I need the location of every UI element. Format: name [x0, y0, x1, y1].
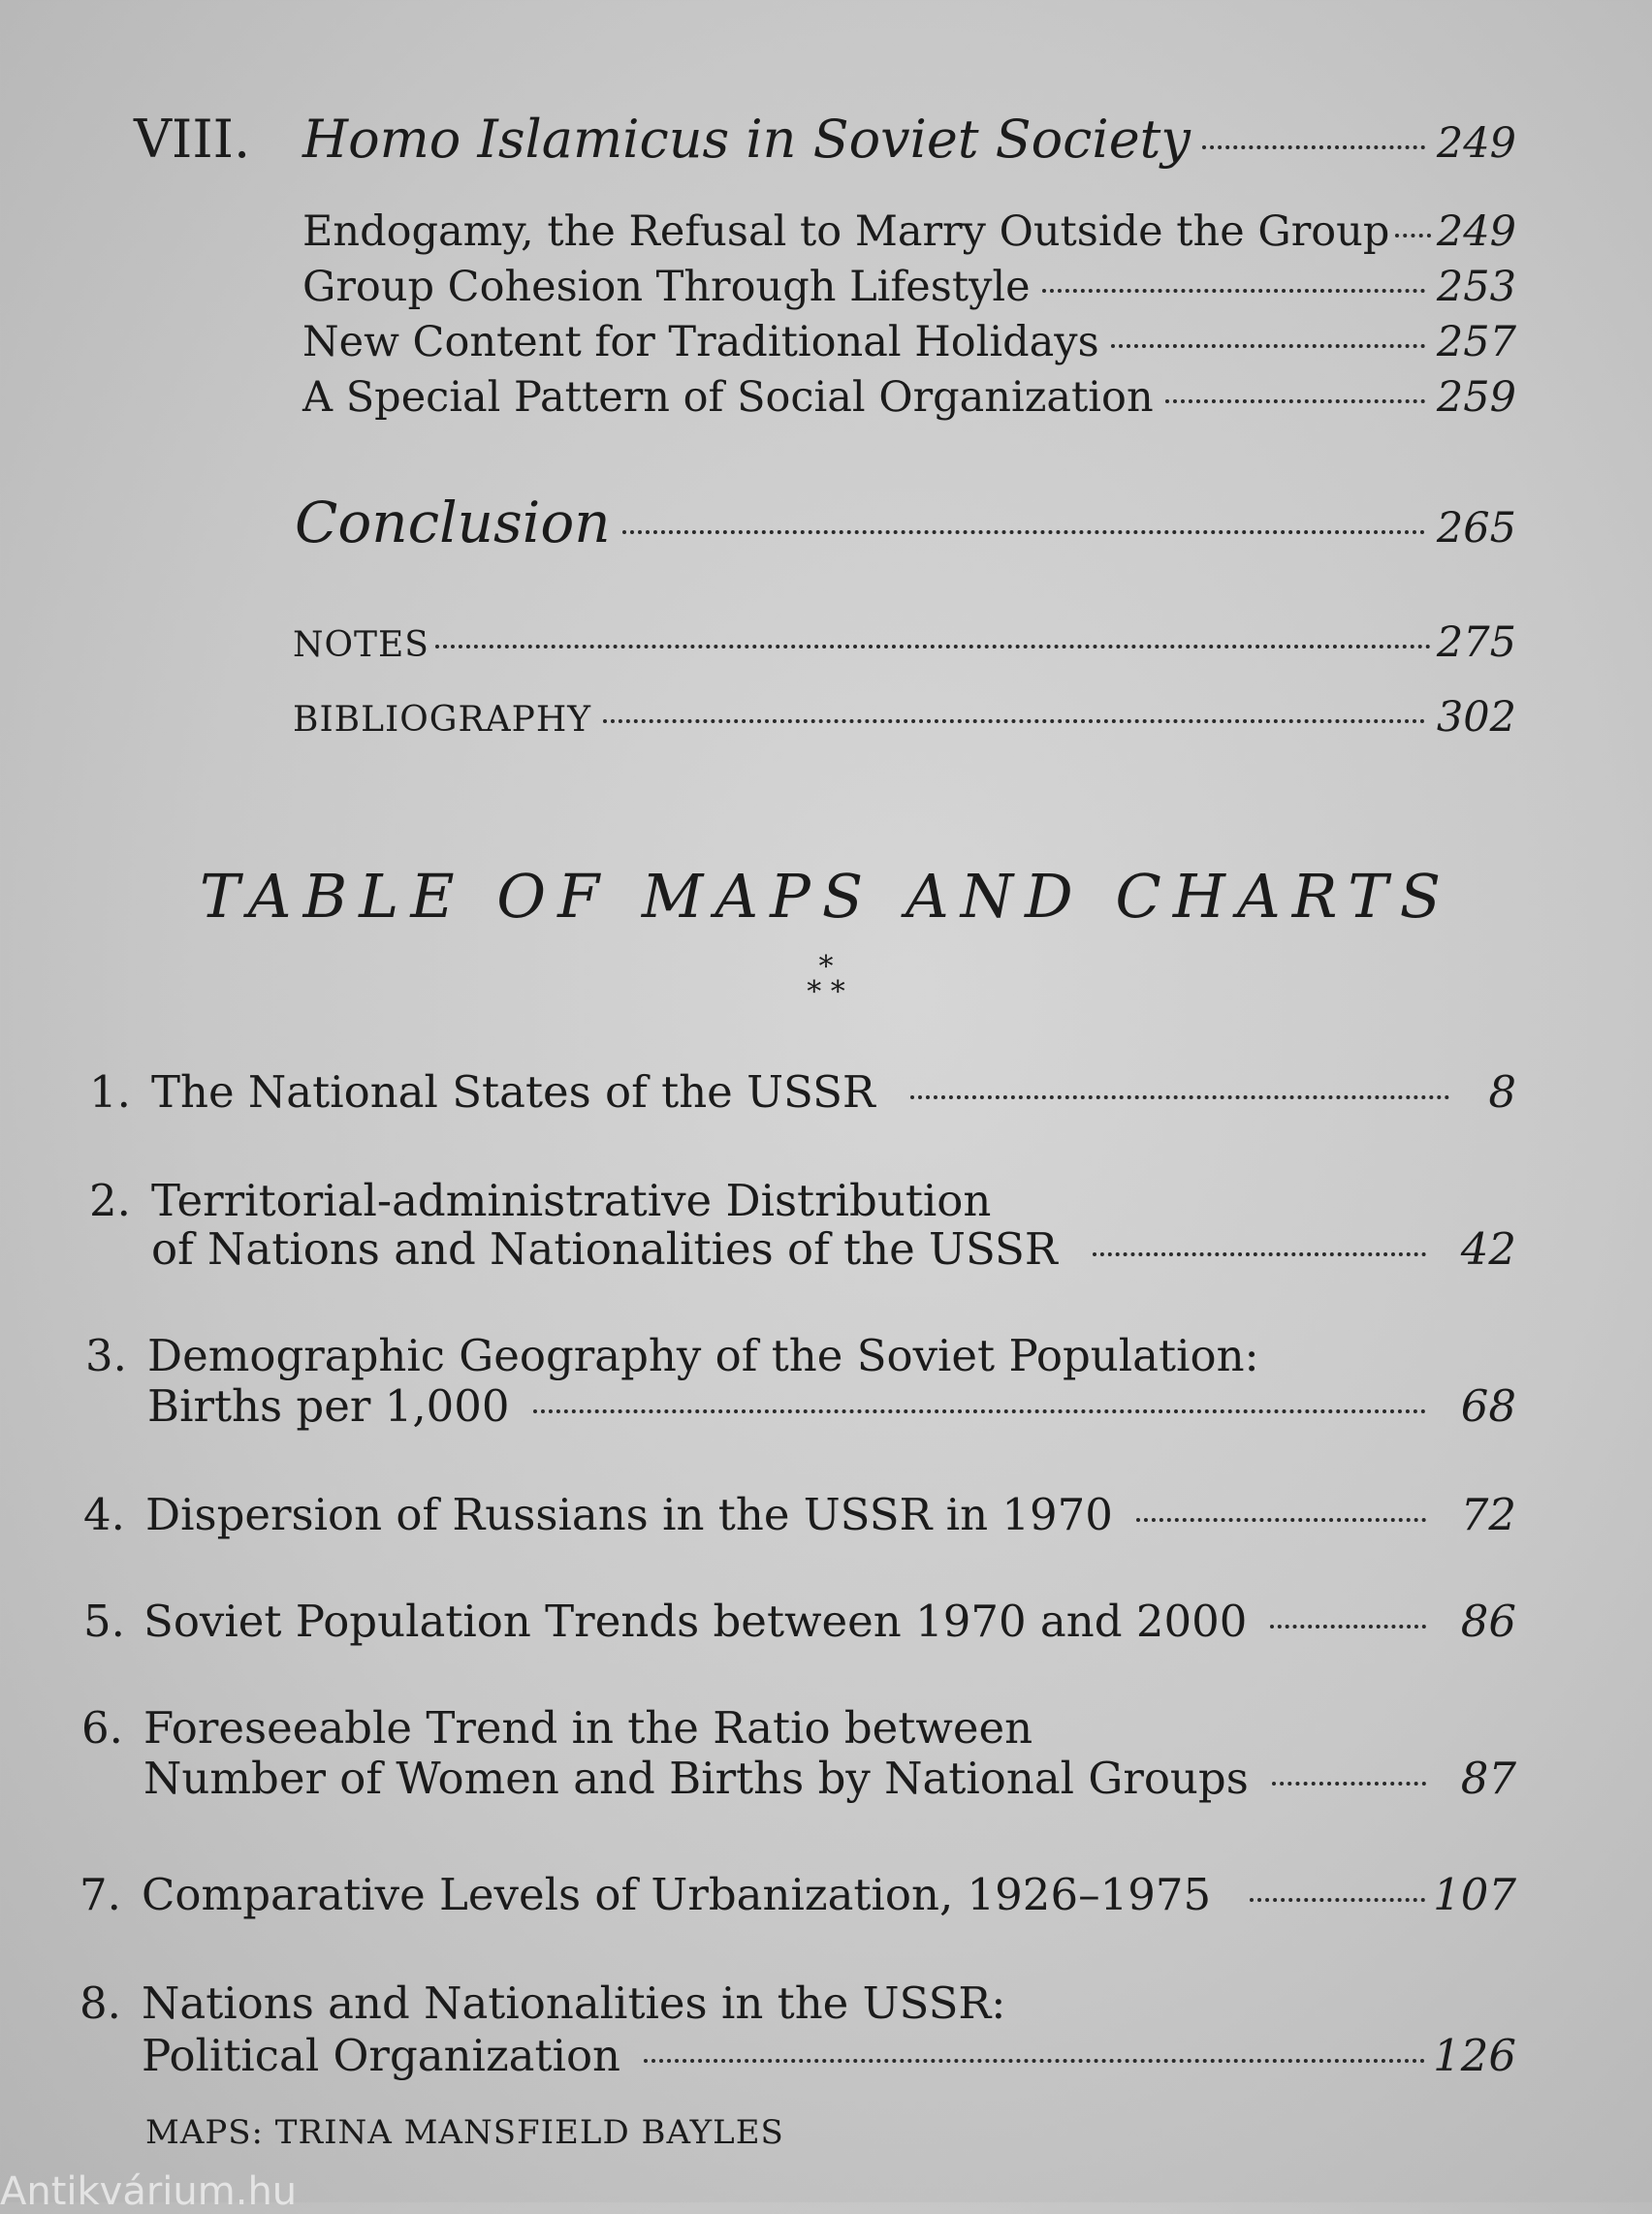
map-title: Soviet Population Trends between 1970 and 2000 — [143, 1596, 1248, 1647]
map-title-line1: Territorial-administrative Distribution — [151, 1175, 992, 1226]
map-title: The National States of the USSR — [151, 1066, 875, 1118]
dot-leader — [1202, 145, 1425, 149]
notes-title: NOTES — [293, 625, 429, 665]
map-title: Comparative Levels of Urbanization, 1926–1975 — [142, 1869, 1212, 1920]
map-page: 107 — [1433, 1869, 1516, 1920]
section-entry — [302, 263, 1516, 311]
dot-leader — [435, 645, 1431, 648]
map-page: 42 — [1460, 1223, 1516, 1275]
section-page: 259 — [1436, 373, 1516, 422]
map-entry — [142, 1869, 1516, 1920]
map-title-line2: Number of Women and Births by National Groups — [143, 1753, 1249, 1804]
dot-leader — [1111, 344, 1425, 348]
map-title-line2: of Nations and Nationalities of the USSR — [151, 1223, 1058, 1275]
map-number: 5. — [83, 1596, 125, 1647]
watermark: Antikvárium.hu — [0, 2169, 298, 2214]
map-number: 3. — [85, 1330, 127, 1381]
map-page: 68 — [1460, 1380, 1516, 1432]
ornament-bottom: * * — [807, 975, 845, 1009]
ornament-top: * — [818, 950, 834, 984]
section-title: Group Cohesion Through Lifestyle — [302, 263, 1031, 311]
dot-leader — [644, 2059, 1425, 2063]
map-page: 72 — [1460, 1489, 1516, 1540]
dot-leader — [622, 530, 1425, 534]
map-page: 126 — [1433, 2030, 1516, 2081]
dot-leader — [1250, 1898, 1425, 1902]
dot-leader — [1042, 289, 1425, 293]
dot-leader — [910, 1095, 1450, 1099]
map-entry — [151, 1223, 1516, 1275]
bibliography-page: 302 — [1436, 693, 1516, 742]
conclusion-title: Conclusion — [295, 490, 611, 555]
section-title: New Content for Traditional Holidays — [302, 318, 1099, 366]
bibliography-title: BIBLIOGRAPHY — [293, 700, 592, 740]
maps-table-heading: TABLE OF MAPS AND CHARTS — [199, 861, 1453, 932]
section-page: 253 — [1436, 263, 1516, 311]
notes-entry — [293, 618, 1516, 667]
dot-leader — [1395, 234, 1431, 237]
map-number: 6. — [81, 1702, 123, 1754]
map-entry — [143, 1596, 1516, 1647]
chapter-page: 249 — [1436, 119, 1516, 168]
chapter-title: Homo Islamicus in Soviet Society — [302, 109, 1191, 170]
dot-leader — [1136, 1518, 1426, 1522]
dot-leader — [533, 1409, 1426, 1413]
map-entry — [147, 1380, 1516, 1432]
ornament — [0, 950, 1652, 1009]
section-title: Endogamy, the Refusal to Marry Outside the Group — [302, 207, 1390, 256]
chapter-entry — [302, 109, 1516, 170]
map-number: 7. — [79, 1869, 121, 1920]
map-entry — [142, 2030, 1516, 2081]
conclusion-page: 265 — [1436, 504, 1516, 553]
map-title: Dispersion of Russians in the USSR in 1970 — [145, 1489, 1113, 1540]
section-entry — [302, 207, 1516, 256]
section-page: 249 — [1436, 207, 1516, 256]
bibliography-entry — [293, 693, 1516, 742]
map-title-line1: Nations and Nationalities in the USSR: — [142, 1977, 1006, 2029]
chapter-number: VIII. — [134, 109, 251, 170]
map-entry — [143, 1753, 1516, 1804]
map-number: 2. — [89, 1175, 131, 1226]
map-page: 8 — [1488, 1066, 1516, 1118]
map-title-line1: Foreseeable Trend in the Ratio between — [143, 1702, 1033, 1754]
map-page: 86 — [1460, 1596, 1516, 1647]
section-entry — [302, 373, 1516, 422]
map-title-line2: Births per 1,000 — [147, 1380, 510, 1432]
dot-leader — [1270, 1625, 1425, 1629]
dot-leader — [1093, 1252, 1426, 1256]
section-entry — [302, 318, 1516, 366]
map-entry — [145, 1489, 1516, 1540]
map-page: 87 — [1460, 1753, 1516, 1804]
map-entry — [151, 1066, 1516, 1118]
map-number: 8. — [79, 1977, 121, 2029]
section-title: A Special Pattern of Social Organization — [302, 373, 1154, 422]
map-number: 4. — [83, 1489, 125, 1540]
notes-page: 275 — [1436, 618, 1516, 667]
map-number: 1. — [89, 1066, 131, 1118]
dot-leader — [603, 719, 1425, 723]
dot-leader — [1272, 1782, 1426, 1786]
maps-credit: MAPS: TRINA MANSFIELD BAYLES — [145, 2113, 784, 2152]
section-page: 257 — [1436, 318, 1516, 366]
map-title-line1: Demographic Geography of the Soviet Population: — [147, 1330, 1259, 1381]
conclusion-entry — [295, 490, 1516, 555]
map-title-line2: Political Organization — [142, 2030, 621, 2081]
dot-leader — [1165, 399, 1425, 403]
